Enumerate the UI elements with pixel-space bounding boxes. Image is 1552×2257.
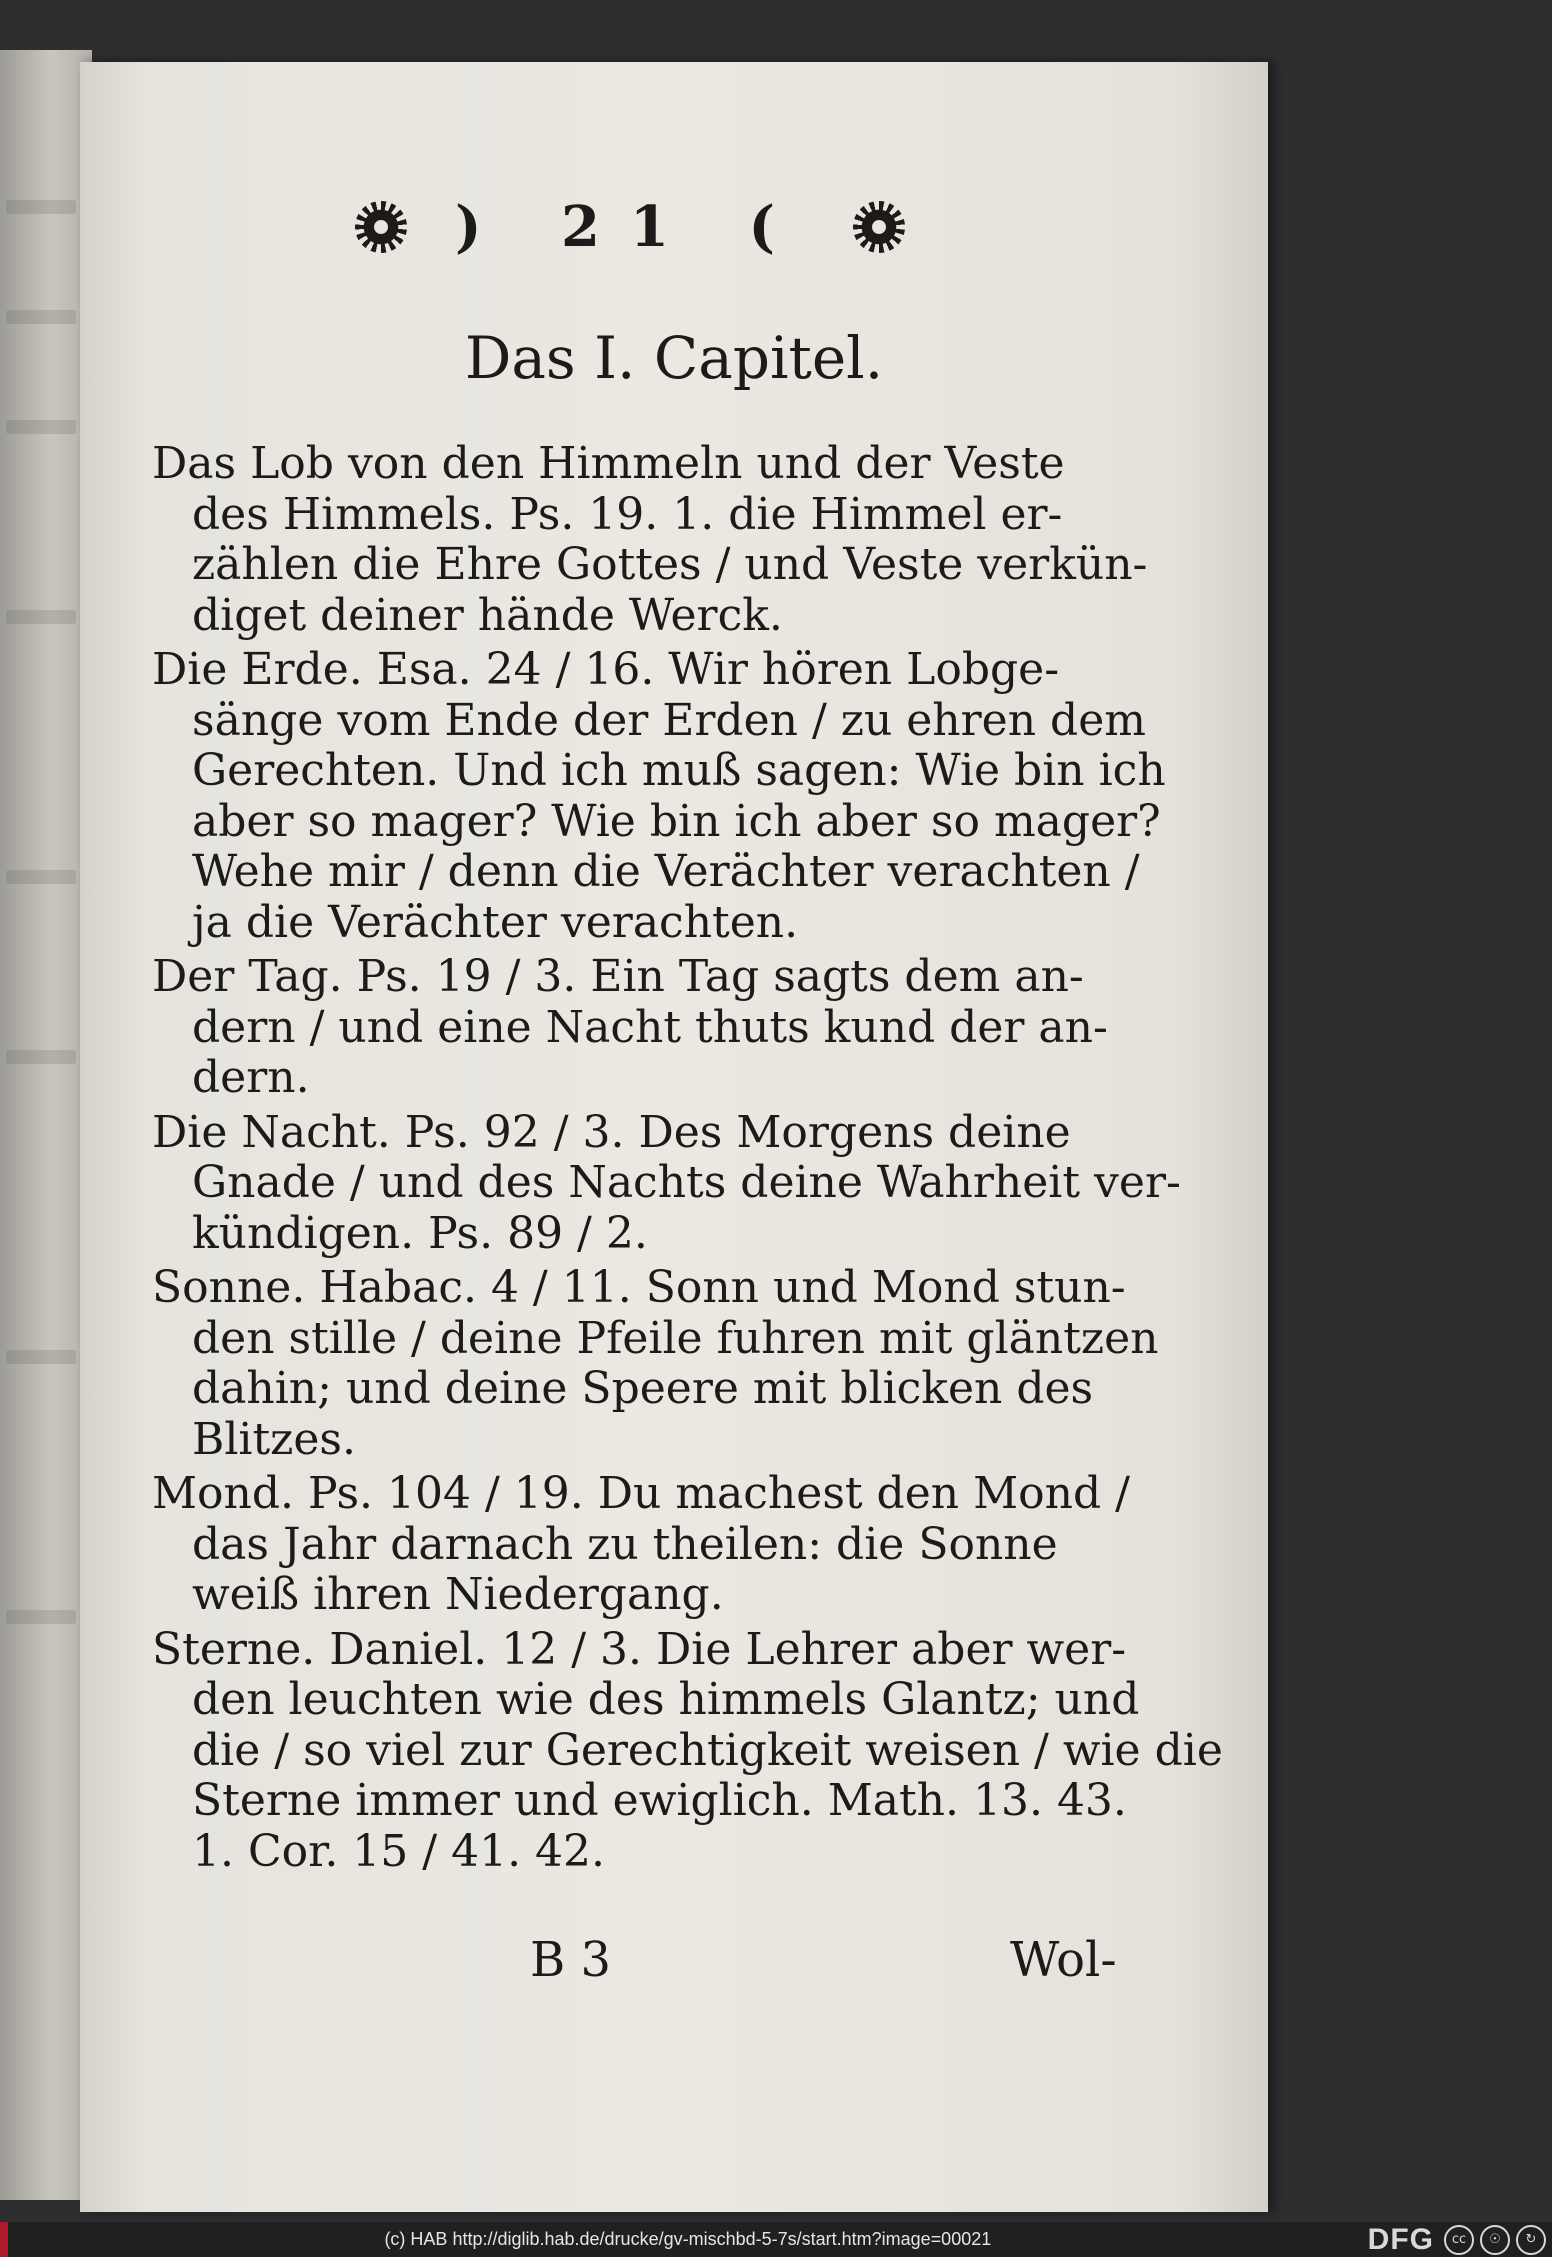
page-header xyxy=(330,182,930,272)
by-icon: ☉ xyxy=(1480,2225,1510,2255)
entry-heading-line: Der Tag. Ps. 19 / 3. Ein Tag sagts dem an- xyxy=(152,951,1084,1002)
entry-heading-line: Das Lob von den Himmeln und der Veste xyxy=(152,438,1065,489)
sa-icon: ↻ xyxy=(1516,2225,1546,2255)
page-footer-line xyxy=(80,1932,1268,1992)
copyright-notice: (c) HAB http://diglib.hab.de/drucke/gv-mischbd-5-7s/start.htm?image=00021 xyxy=(384,2229,992,2249)
entry-text-line: dahin; und deine Speere mit blicken des xyxy=(192,1363,1094,1414)
chapter-title: Das I. Capitel. xyxy=(464,324,884,392)
entry-text-line: Sterne immer und ewiglich. Math. 13. 43. xyxy=(192,1775,1127,1826)
entry-heading-line: Die Nacht. Ps. 92 / 3. Des Morgens deine xyxy=(152,1106,1071,1158)
footer-accent xyxy=(0,2222,8,2257)
cc-icon: cc xyxy=(1444,2225,1474,2255)
footer-bar xyxy=(0,2222,1552,2257)
entry-text-line: 1. Cor. 15 / 41. 42. xyxy=(192,1825,606,1877)
entry-heading-line: Die Erde. Esa. 24 / 16. Wir hören Lobge- xyxy=(152,644,1060,695)
fleuron-ornament-icon xyxy=(355,201,407,253)
previous-page-edge xyxy=(0,50,92,2200)
page-number: ) 21 ( xyxy=(455,194,805,260)
entry-text-line: Gnade / und des Nachts deine Wahrheit ver- xyxy=(192,1157,1181,1208)
book-page xyxy=(80,62,1268,2212)
entry-text-line: Gerechten. Und ich muß sagen: Wie bin ich xyxy=(192,745,1166,796)
entry-text-line: des Himmels. Ps. 19. 1. die Himmel er- xyxy=(192,488,1063,540)
entry-heading-line: Sterne. Daniel. 12 / 3. Die Lehrer aber wer- xyxy=(152,1623,1127,1675)
entry-text-line: das Jahr darnach zu theilen: die Sonne xyxy=(192,1518,1058,1570)
entry-text-line: dern. xyxy=(192,1052,310,1103)
entry-text-line: ja die Verächter verachten. xyxy=(192,896,799,948)
entry-text-line: die / so viel zur Gerechtigkeit weisen / wie die xyxy=(192,1724,1223,1776)
entry-text-line: Blitzes. xyxy=(192,1413,356,1465)
entry-text-line: sänge vom Ende der Erden / zu ehren dem xyxy=(192,694,1146,746)
dfg-logo: DFG xyxy=(1367,2222,1434,2256)
entry-text-line: weiß ihren Niedergang. xyxy=(192,1569,724,1620)
entry-text-line: den stille / deine Pfeile fuhren mit gläntzen xyxy=(192,1312,1159,1364)
entry-heading-line: Mond. Ps. 104 / 19. Du machest den Mond / xyxy=(152,1468,1130,1519)
signature-mark: B 3 xyxy=(530,1932,612,1988)
entry-text-line: diget deiner hände Werck. xyxy=(192,589,783,641)
entry-heading-line: Sonne. Habac. 4 / 11. Sonn und Mond stun- xyxy=(152,1262,1126,1313)
entry-text-line: Wehe mir / denn die Verächter verachten / xyxy=(192,846,1140,897)
entry-text-line: zählen die Ehre Gottes / und Veste verkün- xyxy=(192,539,1148,590)
fleuron-ornament-icon xyxy=(853,201,905,253)
entry-text-line: kündigen. Ps. 89 / 2. xyxy=(192,1207,648,1259)
entry-text-line: dern / und eine Nacht thuts kund der an- xyxy=(192,1001,1108,1053)
entry-text-line: den leuchten wie des himmels Glantz; und xyxy=(192,1674,1140,1725)
entry-text-line: aber so mager? Wie bin ich aber so mager? xyxy=(192,795,1161,847)
catchword: Wol- xyxy=(1010,1932,1117,1988)
